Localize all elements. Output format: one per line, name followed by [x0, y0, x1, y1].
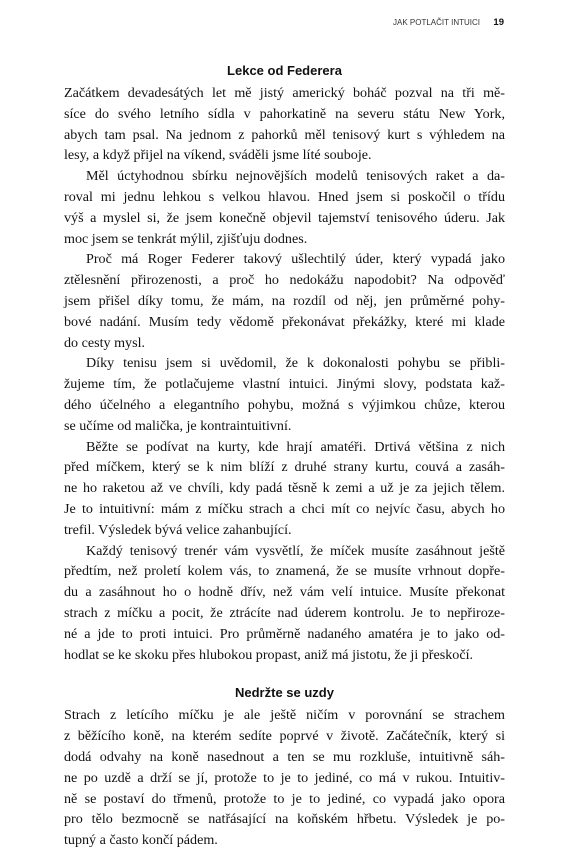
text-line: před míčkem, který se k nim blíží z druhé strany kurtu, couvá a zasáh-	[64, 459, 505, 476]
text-line: Je to intuitivní: mám z míčku strach a chci mít co nejvíc času, abych ho	[64, 500, 505, 517]
section-text	[64, 705, 505, 851]
text-line: se učíme od malička, je kontraintuitivní.	[64, 417, 292, 434]
text-line: výš a myslel si, že jsem konečně objevil tajemství tenisového úderu. Jak	[64, 209, 505, 226]
text-line: roval mi jednu lehkou s velkou hlavou. Hned jsem si poskočil o třídu	[64, 188, 505, 205]
text-line: žujeme tím, že potlačujeme vlastní intuici. Jinými slovy, podstata kaž-	[64, 376, 505, 393]
text-line: ně se postaví do třmenů, protože to je to jediné, co vypadá jako opora	[64, 790, 505, 807]
text-line: Proč má Roger Federer takový ušlechtilý úder, který vypadá jako	[86, 251, 505, 268]
text-line: jsem přišel díky tomu, že mám, na rozdíl od něj, jen průměrné pohy-	[64, 292, 505, 309]
text-line: ne ho raketou až ve chvíli, kdy padá těsně k zemi a už je za jejich tělem.	[64, 480, 505, 497]
text-line: Běžte se podívat na kurty, kde hrají amatéři. Drtivá většina z nich	[86, 438, 505, 455]
text-line: lesy, a když přijel na víkend, sváděli jsme líté souboje.	[64, 147, 372, 164]
text-line: Každý tenisový trenér vám vysvětlí, že míček musíte zasáhnout ještě	[86, 542, 505, 559]
text-line: do cesty mysl.	[64, 334, 146, 351]
text-line: hodlat se ke skoku přes hlubokou propast, aniž má jistotu, že ji přeskočí.	[64, 646, 474, 663]
text-line: z běžícího koně, na kterém sedíte poprvé v životě. Začátečník, který si	[64, 728, 505, 745]
text-line: abych tam psal. Na jednom z pahorků měl tenisový kurt s výhledem na	[64, 126, 505, 143]
text-line: Strach z letícího míčku je ale ještě ničím v porovnání se strachem	[64, 707, 505, 724]
text-line: tupný a často končí pádem.	[64, 832, 218, 849]
section-heading: Lekce od Federera	[227, 63, 342, 78]
text-line: ne po uzdě a drží se jí, protože to je to jediné, co má v rukou. Intuitiv-	[64, 769, 505, 786]
text-line: Měl úctyhodnou sbírku nejnovějších modelů tenisových raket a da-	[86, 168, 505, 185]
page-body	[64, 62, 505, 851]
text-line: dodá odvahy na koně nasednout a ten se mu rozkluše, intuitivně sáh-	[64, 748, 505, 765]
text-line: pro tělo bezmocně se natřásající na koňském hřbetu. Výsledek je po-	[64, 811, 505, 828]
section-text	[64, 83, 505, 665]
text-line: né a jde to proti intuici. Pro průměrně nadaného amatéra je to jako od-	[64, 625, 505, 642]
text-line: Díky tenisu jsem si uvědomil, že k dokonalosti pohybu se přibli-	[86, 355, 505, 372]
text-line: moc jsem se tenkrát mýlil, zjišťuju dodnes.	[64, 230, 308, 247]
text-line: bové nadání. Musím tedy vědomě překonávat překážky, které mi klade	[64, 313, 505, 330]
text-line: du a zasáhnout ho o hodně dřív, než vám velí intuice. Musíte překonat	[64, 584, 505, 601]
text-line: Začátkem devadesátých let mě jistý americký boháč pozval na tři mě-	[64, 85, 505, 101]
text-line: trefil. Výsledek bývá velice zahanbující.	[64, 521, 292, 538]
running-header: JAK POTLAČIT INTUICI	[393, 18, 480, 27]
page-number: 19	[493, 17, 504, 28]
text-line: dého účelného a elegantního pohybu, možná s výjimkou chůze, kterou	[64, 396, 505, 413]
text-line: síce do svého letního sídla v pahorkatině na severu státu New York,	[64, 105, 505, 122]
text-line: ztělesnění přirozenosti, a proč ho nedokážu napodobit? Na odpověď	[64, 272, 505, 289]
text-line: předtím, než proletí kolem vás, to znamená, že se musíte vrhnout dopře-	[64, 563, 505, 580]
text-line: strach z míčku a pocit, že ztrácíte nad úderem kontrolu. Je to nepřiroze-	[64, 604, 505, 621]
section-heading: Nedržte se uzdy	[235, 685, 334, 701]
